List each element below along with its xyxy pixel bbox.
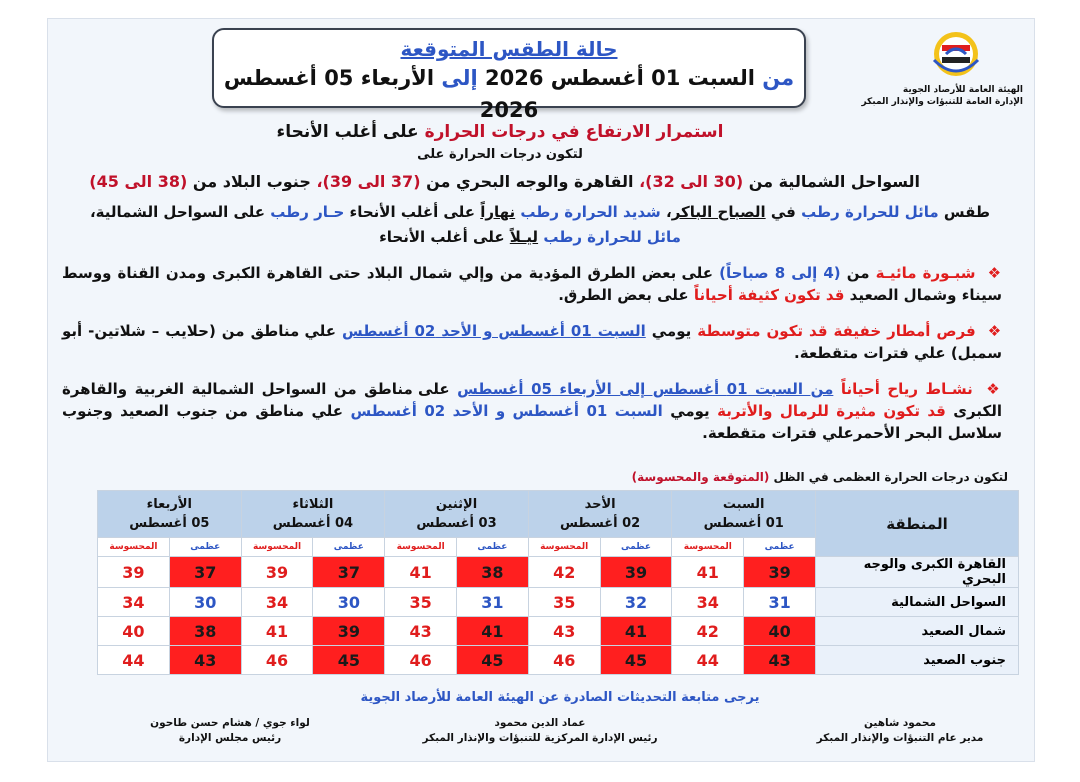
wx1-b: مائل للحرارة رطب: [801, 203, 939, 221]
fog-d: على بعض الطرق المؤدية من وإلي شمال البلاد حتى القاهرة الكبرى ومدن القناة ووسط سيناء وشمال الصعيد: [62, 264, 1002, 304]
max-temp: 31: [457, 588, 529, 617]
cairo-label: القاهرة والوجه البحري من: [426, 172, 634, 191]
north-label: السواحل الشمالية من: [748, 172, 920, 191]
day-header: [241, 491, 385, 538]
feel-temp: 43: [528, 617, 600, 646]
headline-rest: على أغلب الأنحاء: [276, 122, 419, 142]
max-label: عظمى: [744, 538, 816, 557]
feel-temp: 44: [672, 646, 744, 675]
to-word: إلى: [441, 66, 478, 90]
feel-temp: 34: [241, 588, 313, 617]
temps-intro: لتكون درجات الحرارة على: [417, 147, 583, 162]
caption-a: لتكون درجات الحرارة العظمى في الظل: [773, 470, 1008, 484]
wind-c: على مناطق من السواحل الشمالية الغربية والقاهرة الكبرى: [62, 380, 1002, 420]
max-label: عظمى: [169, 538, 241, 557]
rain-d: علي مناطق من (حلايب – شلاتين- أبو سمبل) علي فترات متقطعة.: [62, 322, 1002, 362]
feel-label: المحسوسة: [385, 538, 457, 557]
fog-e: قد تكون كثيفة أحياناً: [693, 286, 845, 304]
wx1-a: طقس: [943, 203, 991, 221]
feel-temp: 44: [98, 646, 170, 675]
day-date: 05 أغسطس: [129, 516, 210, 531]
max-temp: 39: [600, 557, 672, 588]
sig2-title: رئيس الإدارة المركزية للتنبؤات والإنذار المبكر: [422, 732, 658, 744]
org-name: [845, 84, 1023, 108]
region-name: القاهرة الكبرى والوجه البحري: [816, 557, 1019, 588]
feel-temp: 39: [98, 557, 170, 588]
day-header: [672, 491, 816, 538]
day-date: 03 أغسطس: [416, 516, 497, 531]
sig2-name: عماد الدين محمود: [494, 717, 586, 729]
headline-red: استمرار الارتفاع في درجات الحرارة: [424, 122, 724, 142]
feel-label: المحسوسة: [98, 538, 170, 557]
bullet-wind: [62, 378, 1002, 444]
wx1-e: ،: [666, 203, 672, 221]
title-box: [212, 28, 806, 122]
diamond-bullet-icon: ❖: [987, 264, 1002, 282]
day-date: 02 أغسطس: [559, 516, 641, 531]
wind-a: نشـاط رياح أحياناً: [840, 380, 973, 398]
period-end: الأربعاء 05 أغسطس 2026: [223, 66, 539, 122]
rain-a: فرص أمطار خفيفة قد تكون متوسطة: [697, 322, 976, 340]
south-range: (38 الى 45): [89, 172, 188, 191]
wx1-h: على أغلب الأنحاء: [349, 203, 475, 221]
max-temp: 30: [313, 588, 385, 617]
wx1-i: حـار رطب: [270, 203, 345, 221]
feel-temp: 34: [98, 588, 170, 617]
feel-temp: 40: [98, 617, 170, 646]
wx1-g: نهاراً: [480, 203, 516, 221]
feel-temp: 46: [385, 646, 457, 675]
max-temp: 45: [600, 646, 672, 675]
from-word: من: [762, 66, 795, 90]
rain-c: السبت 01 أغسطس و الأحد 02 أغسطس: [342, 322, 646, 340]
max-temp: 39: [313, 617, 385, 646]
day-header: [528, 491, 672, 538]
feel-temp: 35: [528, 588, 600, 617]
diamond-bullet-icon: ❖: [987, 322, 1002, 340]
org-line-2: الإدارة العامة للتنبؤات والإنذار المبكر: [861, 97, 1023, 107]
table-row: [98, 588, 1019, 617]
feel-label: المحسوسة: [672, 538, 744, 557]
wx2-c: على أغلب الأنحاء: [379, 228, 505, 246]
org-line-1: الهيئة العامة للأرصاد الجوية: [902, 85, 1023, 95]
fog-b: من: [846, 264, 870, 282]
max-temp: 43: [169, 646, 241, 675]
max-temp: 37: [169, 557, 241, 588]
weather-line-2: [300, 228, 760, 246]
headline: [200, 122, 800, 142]
max-temp: 31: [744, 588, 816, 617]
max-label: عظمى: [457, 538, 529, 557]
max-label: عظمى: [600, 538, 672, 557]
sig1-title: مدير عام التنبؤات والإنذار المبكر: [816, 732, 984, 744]
fog-a: شبـورة مائيـة: [875, 264, 976, 282]
feel-temp: 34: [672, 588, 744, 617]
south-label: جنوب البلاد من: [192, 172, 311, 191]
feel-label: المحسوسة: [528, 538, 600, 557]
footer-note: يرجى متابعة التحديثات الصادرة عن الهيئة العامة للأرصاد الجوية: [360, 690, 760, 705]
max-temp: 37: [313, 557, 385, 588]
feel-temp: 46: [528, 646, 600, 675]
weather-line-1: [80, 203, 1000, 221]
wind-f: السبت 01 أغسطس و الأحد 02 أغسطس: [350, 402, 663, 420]
feel-temp: 35: [385, 588, 457, 617]
day-date: 01 أغسطس: [703, 516, 784, 531]
sig3-title: رئيس مجلس الإدارة: [178, 732, 282, 744]
wx1-c: في: [770, 203, 796, 221]
day-name: السبت: [722, 497, 765, 512]
diamond-bullet-icon: ❖: [986, 380, 1002, 398]
region-name: السواحل الشمالية: [816, 588, 1019, 617]
table-caption: [604, 470, 1008, 484]
signature-2: [400, 716, 680, 746]
day-name: الأحد: [584, 497, 616, 512]
feel-temp: 42: [528, 557, 600, 588]
max-temp: 45: [313, 646, 385, 675]
max-temp: 45: [457, 646, 529, 675]
wind-e: يومي: [670, 402, 710, 420]
wx1-d: الصباح الباكر: [671, 203, 766, 221]
signature-3: [100, 716, 360, 746]
rain-b: يومي: [651, 322, 692, 340]
wx1-j: على السواحل الشمالية،: [89, 203, 265, 221]
max-temp: 38: [457, 557, 529, 588]
table-header-row: [98, 491, 1019, 538]
wind-g: علي مناطق من جنوب الصعيد وجنوب سلاسل البحر الأحمرعلي فترات متقطعة.: [62, 402, 1002, 442]
max-temp: 41: [600, 617, 672, 646]
bullet-rain: [62, 320, 1002, 364]
feel-temp: 43: [385, 617, 457, 646]
bullet-fog: [62, 262, 1002, 306]
feel-temp: 46: [241, 646, 313, 675]
day-header: [385, 491, 529, 538]
feel-temp: 41: [385, 557, 457, 588]
fog-f: على بعض الطرق.: [558, 286, 689, 304]
fog-c: (4 إلى 8 صباحاً): [719, 264, 841, 282]
wx2-a: مائل للحرارة رطب: [543, 228, 681, 246]
max-label: عظمى: [313, 538, 385, 557]
wx2-b: ليـلاً: [509, 228, 539, 246]
day-name: الأربعاء: [146, 497, 192, 512]
day-header: [98, 491, 242, 538]
wind-d: قد تكون مثيرة للرمال والأتربة: [717, 402, 946, 420]
bulletin-title: حالة الطقس المتوقعة: [400, 37, 618, 61]
max-temp: 30: [169, 588, 241, 617]
max-temp: 40: [744, 617, 816, 646]
region-name: جنوب الصعيد: [816, 646, 1019, 675]
period-start: السبت 01 أغسطس 2026: [485, 66, 755, 90]
table-row: [98, 557, 1019, 588]
feel-temp: 39: [241, 557, 313, 588]
wind-b: من السبت 01 أغسطس إلى الأربعاء 05 أغسطس: [457, 380, 834, 398]
cairo-range: (37 الى 39)،: [316, 172, 421, 191]
ema-logo-icon: [928, 30, 984, 82]
feel-temp: 41: [241, 617, 313, 646]
table-row: [98, 617, 1019, 646]
feel-label: المحسوسة: [241, 538, 313, 557]
sig3-name: لواء جوي / هشام حسن طاحون: [150, 717, 310, 729]
day-name: الإثنين: [435, 497, 478, 512]
table-row: [98, 646, 1019, 675]
wx1-f: شديد الحرارة رطب: [520, 203, 661, 221]
temperature-table: [97, 490, 1019, 675]
signature-1: [790, 716, 1010, 746]
north-range: (30 الى 32)،: [639, 172, 744, 191]
max-temp: 41: [457, 617, 529, 646]
temps-ranges: [89, 172, 920, 191]
caption-b: (المتوقعة والمحسوسة): [631, 470, 770, 484]
region-name: شمال الصعيد: [816, 617, 1019, 646]
feel-temp: 42: [672, 617, 744, 646]
sig1-name: محمود شاهين: [863, 717, 937, 729]
max-temp: 38: [169, 617, 241, 646]
day-date: 04 أغسطس: [272, 516, 354, 531]
max-temp: 32: [600, 588, 672, 617]
max-temp: 43: [744, 646, 816, 675]
max-temp: 39: [744, 557, 816, 588]
feel-temp: 41: [672, 557, 744, 588]
day-name: الثلاثاء: [292, 497, 334, 512]
region-header: المنطقة: [816, 491, 1019, 557]
bulletin-period: [214, 62, 804, 126]
